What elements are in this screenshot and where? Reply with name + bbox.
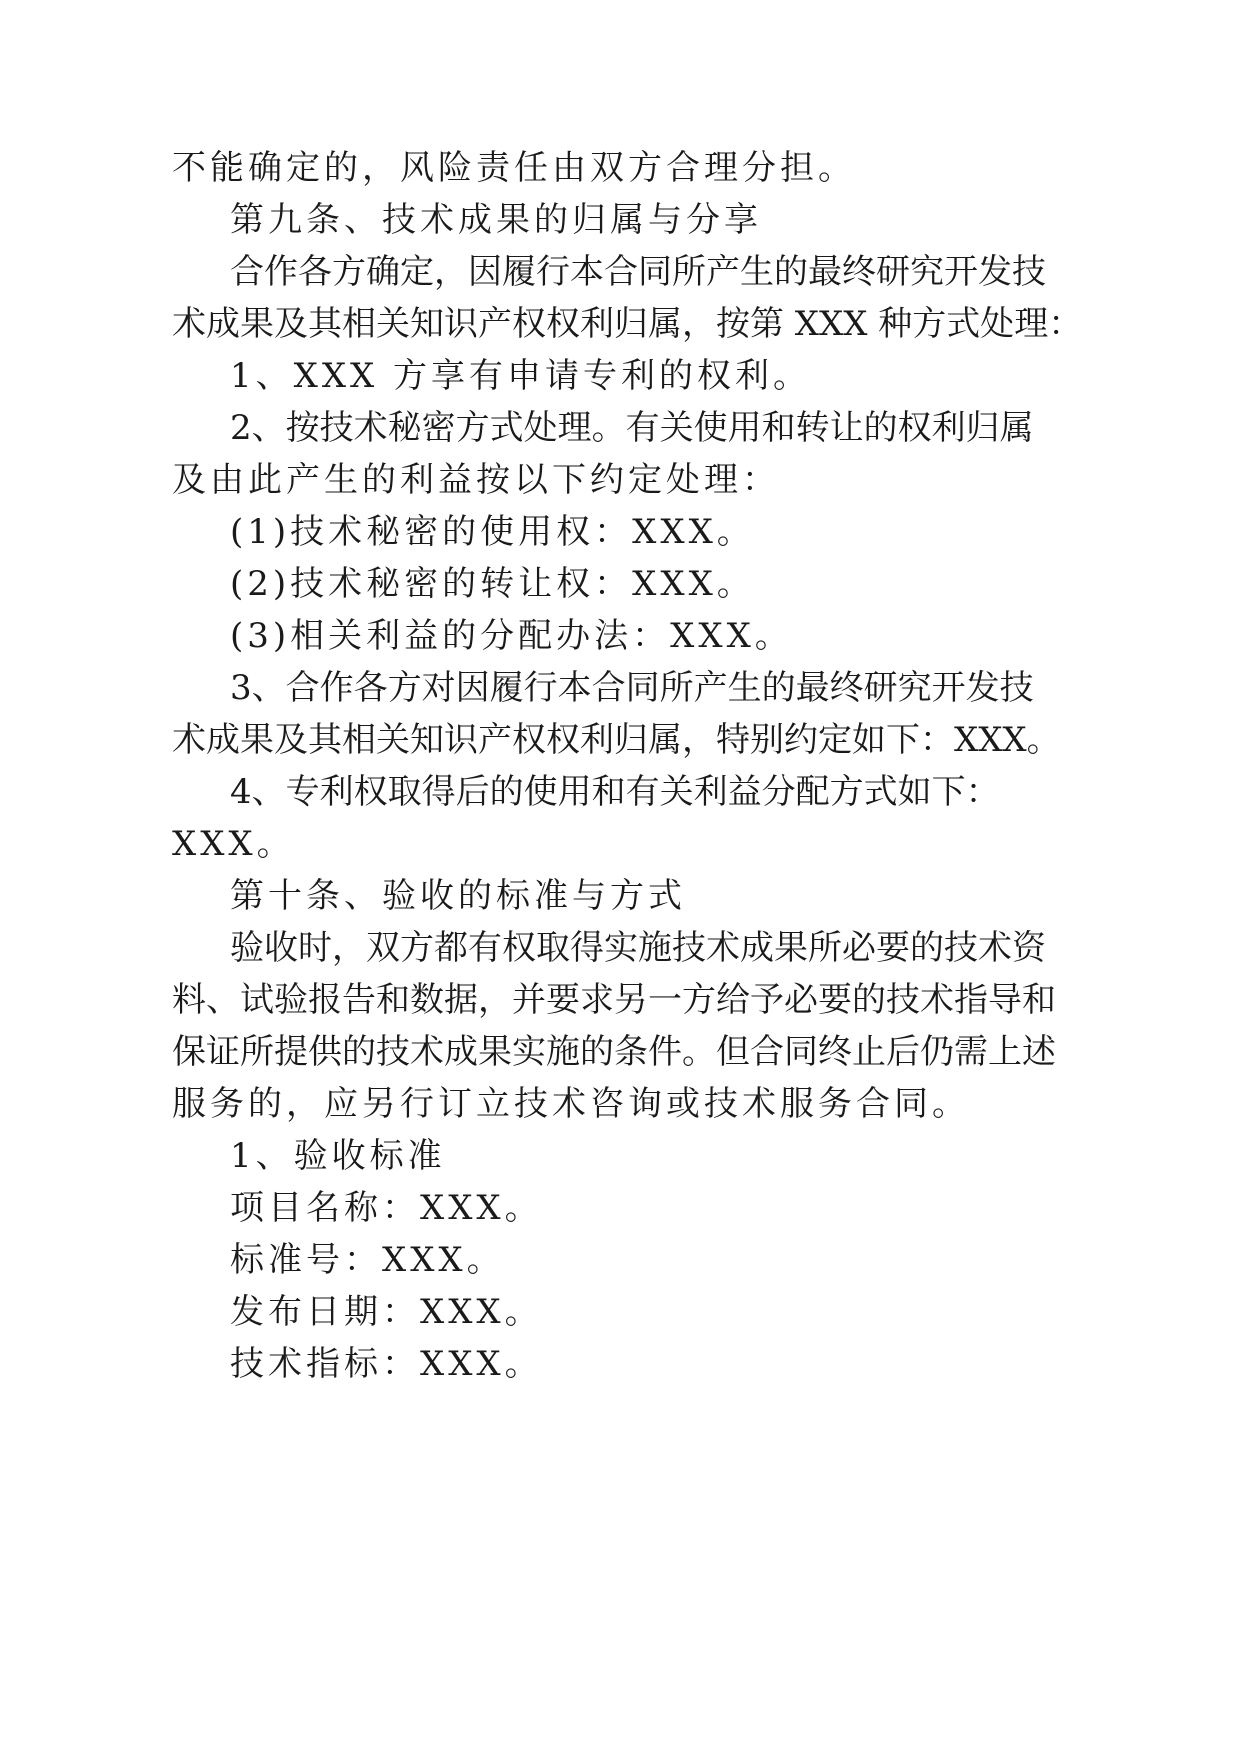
text-line: 料、试验报告和数据，并要求另一方给予必要的技术指导和 bbox=[172, 980, 1056, 1020]
text-line: 项目名称：XXX。 bbox=[230, 1188, 543, 1228]
text-line: 验收时，双方都有权取得实施技术成果所必要的技术资 bbox=[230, 928, 1046, 968]
text-line: XXX。 bbox=[172, 824, 295, 864]
text-line: 合作各方确定，因履行本合同所产生的最终研究开发技 bbox=[230, 252, 1046, 292]
text-line: 3、合作各方对因履行本合同所产生的最终研究开发技 bbox=[230, 668, 1034, 708]
text-line: (3)相关利益的分配办法：XXX。 bbox=[230, 616, 793, 656]
article-heading: 第十条、验收的标准与方式 bbox=[230, 876, 686, 916]
article-heading: 第九条、技术成果的归属与分享 bbox=[230, 200, 762, 240]
text-line: 1、XXX 方享有申请专利的权利。 bbox=[230, 356, 812, 396]
text-line: 服务的，应另行订立技术咨询或技术服务合同。 bbox=[172, 1084, 970, 1124]
text-line: 不能确定的，风险责任由双方合理分担。 bbox=[172, 148, 856, 188]
text-line: 4、专利权取得后的使用和有关利益分配方式如下： bbox=[230, 772, 1000, 812]
text-line: 技术指标：XXX。 bbox=[230, 1344, 543, 1384]
text-line: (2)技术秘密的转让权：XXX。 bbox=[230, 564, 755, 604]
text-line: 保证所提供的技术成果实施的条件。但合同终止后仍需上述 bbox=[172, 1032, 1056, 1072]
text-line: (1)技术秘密的使用权：XXX。 bbox=[230, 512, 755, 552]
text-line: 及由此产生的利益按以下约定处理： bbox=[172, 460, 780, 500]
text-line: 术成果及其相关知识产权权利归属，按第 XXX 种方式处理： bbox=[172, 304, 1083, 344]
text-line: 术成果及其相关知识产权权利归属，特别约定如下：XXX。 bbox=[172, 720, 1061, 760]
text-line: 2、按技术秘密方式处理。有关使用和转让的权利归属 bbox=[230, 408, 1034, 448]
text-line: 标准号：XXX。 bbox=[230, 1240, 505, 1280]
text-line: 发布日期：XXX。 bbox=[230, 1292, 543, 1332]
section-heading: 1、验收标准 bbox=[230, 1136, 446, 1176]
